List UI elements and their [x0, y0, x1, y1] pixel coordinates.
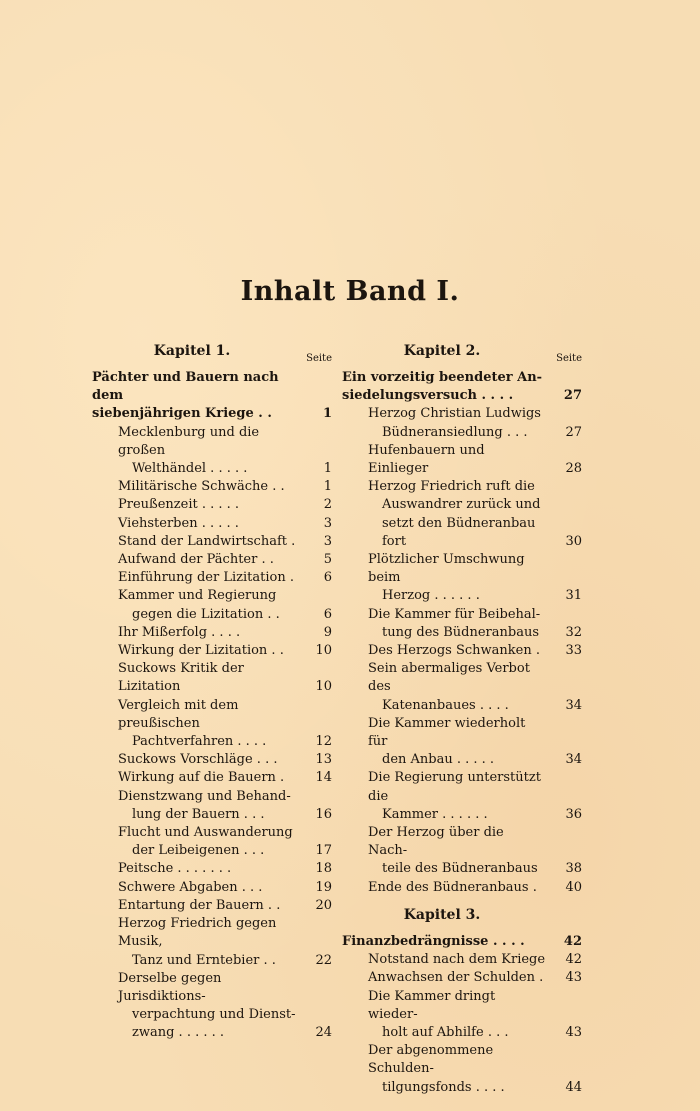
entry-line: siebenjährigen Kriege . . [92, 406, 272, 422]
page-number: 33 [565, 643, 582, 659]
entry-line: setzt den Büdneranbau fort [382, 515, 536, 549]
chapter-title: Kapitel 3. [403, 906, 481, 923]
toc-entry [92, 424, 332, 479]
entry-line: Ihr Mißerfolg . . . . [118, 624, 241, 640]
toc-entry [342, 1042, 582, 1097]
entry-line: Kammer . . . . . . [382, 806, 488, 822]
chapter-heading [342, 907, 582, 933]
entry-line: Ende des Büdneranbaus . [368, 879, 537, 895]
entry-text [342, 879, 552, 897]
page-number: 24 [315, 1025, 332, 1041]
entry-line: Notstand nach dem Kriege [368, 952, 546, 968]
entry-line: Wirkung der Lizitation . . [118, 643, 284, 659]
page-number: 13 [315, 752, 332, 768]
entry-line: Der abgenommene Schulden- [368, 1043, 494, 1077]
toc-entry [92, 642, 332, 660]
section-entry [92, 369, 332, 424]
toc-entry [92, 697, 332, 752]
entry-line: Tanz und Erntebier . . [132, 952, 276, 968]
entry-line: Preußenzeit . . . . . [118, 497, 240, 513]
page-number: 36 [565, 806, 582, 822]
page-title: Inhalt Band I. [240, 276, 460, 307]
entry-line: Ein vorzeitig beendeter An- [342, 370, 543, 385]
page-number: 27 [563, 388, 582, 404]
entry-text [92, 897, 302, 915]
page-column-label: Seite [556, 353, 582, 364]
entry-text [342, 642, 552, 660]
page-number: 44 [565, 1079, 582, 1095]
entry-text [92, 587, 302, 623]
entry-text [92, 751, 302, 769]
page-number: 3 [323, 515, 332, 531]
page-number: 43 [565, 970, 582, 986]
entry-line: den Anbau . . . . . [382, 752, 495, 768]
entry-text [92, 533, 302, 551]
entry-line: Der Herzog über die Nach- [368, 825, 504, 859]
entry-line: tung des Büdneranbaus [382, 624, 540, 640]
page-number: 9 [323, 624, 332, 640]
entry-text [342, 933, 552, 951]
entry-text [342, 969, 552, 987]
page-number: 10 [315, 679, 332, 695]
toc-entry [92, 751, 332, 769]
entry-line: Die Regierung unterstützt die [368, 770, 541, 804]
entry-line: Katenanbaues . . . . [382, 697, 509, 713]
entry-line: Die Kammer dringt wieder- [368, 988, 496, 1022]
entry-text [342, 824, 552, 879]
page-number: 31 [565, 588, 582, 604]
entry-line: Mecklenburg und die großen [118, 424, 260, 458]
entry-line: Viehsterben . . . . . [118, 515, 239, 531]
toc-entry [92, 788, 332, 824]
page-number: 40 [565, 879, 582, 895]
entry-line: Wirkung auf die Bauern . [118, 770, 285, 786]
page-number: 38 [565, 861, 582, 877]
entry-text [92, 478, 302, 496]
page-number: 16 [315, 806, 332, 822]
toc-entry [92, 970, 332, 1043]
entry-line: der Leibeigenen . . . [132, 843, 265, 859]
entry-text [342, 1042, 552, 1097]
entry-line: Vergleich mit dem preußischen [118, 697, 239, 731]
page-number: 2 [323, 497, 332, 513]
entry-line: Pächter und Bauern nach dem [92, 370, 279, 404]
section-entry [342, 933, 582, 951]
entry-text [92, 769, 302, 787]
entry-text [92, 624, 302, 642]
toc-column-right [342, 343, 582, 1097]
entry-line: verpachtung und Dienst- [132, 1007, 296, 1023]
entry-text [92, 551, 302, 569]
toc-entry [92, 515, 332, 533]
spacer [342, 897, 582, 907]
page-number: 20 [315, 897, 332, 913]
entry-line: Auswandrer zurück und [382, 497, 541, 513]
toc-entry [342, 442, 582, 478]
page-number: 28 [565, 461, 582, 477]
entry-text [342, 551, 552, 606]
entry-line: Die Kammer wiederholt für [368, 715, 526, 750]
section-entry [342, 369, 582, 405]
entry-text [92, 369, 302, 424]
entry-text [342, 951, 552, 969]
page-number: 6 [323, 606, 332, 622]
entry-line: Entartung der Bauern . . [118, 897, 281, 913]
entry-line: Herzog Christian Ludwigs [368, 406, 541, 422]
entry-text [342, 442, 552, 478]
toc-entry [92, 624, 332, 642]
toc-entry [342, 715, 582, 770]
toc-entry [92, 769, 332, 787]
entry-line: zwang . . . . . . [132, 1025, 225, 1041]
toc-entry [342, 879, 582, 897]
toc-entry [92, 915, 332, 970]
entry-line: Hufenbauern und Einlieger [368, 442, 485, 477]
entry-line: Plötzlicher Umschwung beim [368, 552, 525, 586]
entry-line: teile des Büdneranbaus [382, 861, 538, 877]
toc-entry [342, 969, 582, 987]
entry-line: Militärische Schwäche . . [118, 479, 285, 495]
page-number: 3 [323, 533, 332, 549]
entry-text [342, 988, 552, 1043]
entry-line: Peitsche . . . . . . . [118, 861, 232, 877]
entry-line: holt auf Abhilfe . . . [382, 1024, 509, 1040]
toc-entry [92, 551, 332, 569]
entry-line: Des Herzogs Schwanken . [368, 643, 540, 659]
entry-line: Suckows Vorschläge . . . [118, 752, 278, 768]
toc-entry [92, 587, 332, 623]
toc-entry [342, 824, 582, 879]
toc-entry [92, 496, 332, 514]
toc-entry [342, 660, 582, 715]
entry-line: Flucht und Auswanderung [118, 825, 293, 841]
entry-text [92, 660, 302, 696]
page-number: 27 [565, 424, 582, 440]
entry-text [92, 424, 302, 479]
toc-entry [342, 478, 582, 551]
entry-line: Finanzbedrängnisse . . . . [342, 933, 525, 949]
page-number: 22 [315, 952, 332, 968]
page-number: 17 [315, 843, 332, 859]
entry-text [92, 496, 302, 514]
entry-text [92, 915, 302, 970]
toc-entry [342, 951, 582, 969]
entry-line: Herzog Friedrich ruft die [368, 479, 535, 495]
entry-text [92, 860, 302, 878]
entry-text [92, 515, 302, 533]
entry-text [92, 788, 302, 824]
toc-entry [342, 769, 582, 824]
entry-text [342, 478, 552, 551]
page-number: 34 [565, 697, 582, 713]
chapter-title: Kapitel 2. [403, 343, 481, 359]
toc-column-left [92, 343, 332, 1043]
entry-line: Kammer und Regierung [118, 588, 277, 604]
toc-entry [92, 660, 332, 696]
toc-entry [342, 551, 582, 606]
toc-entry [92, 533, 332, 551]
page-number: 19 [315, 879, 332, 895]
toc-entry [342, 606, 582, 642]
entry-line: Aufwand der Pächter . . [118, 552, 274, 568]
entry-text [92, 824, 302, 860]
toc-entry [92, 569, 332, 587]
toc-entry [342, 988, 582, 1043]
entry-text [342, 369, 552, 405]
page-number: 6 [323, 570, 332, 586]
page-number: 18 [315, 861, 332, 877]
page-number: 1 [323, 479, 332, 495]
toc-entry [92, 824, 332, 860]
entry-text [92, 569, 302, 587]
chapter-heading [92, 343, 332, 369]
entry-line: Die Kammer für Beibehal- [368, 606, 541, 622]
entry-line: Dienstzwang und Behand- [118, 788, 291, 804]
toc-entry [342, 405, 582, 441]
toc-entry [92, 860, 332, 878]
entry-text [342, 660, 552, 715]
entry-line: Einführung der Lizitation . [118, 570, 294, 586]
page-number: 43 [565, 1024, 582, 1040]
entry-line: Herzog Friedrich gegen Musik, [118, 916, 277, 950]
entry-line: Herzog . . . . . . [382, 588, 480, 604]
entry-line: lung der Bauern . . . [132, 806, 265, 822]
toc-entry [342, 642, 582, 660]
entry-text [342, 606, 552, 642]
page-number: 5 [323, 552, 332, 568]
entry-line: Welthändel . . . . . [132, 461, 248, 477]
page-number: 42 [565, 952, 582, 968]
entry-line: Sein abermaliges Verbot des [368, 661, 530, 695]
entry-text [342, 405, 552, 441]
entry-line: Anwachsen der Schulden . [368, 970, 544, 986]
toc-entry [92, 478, 332, 496]
entry-line: Pachtverfahren . . . . [132, 734, 267, 750]
entry-line: Stand der Landwirtschaft . [118, 533, 296, 549]
page-number: 12 [315, 734, 332, 750]
page-number: 10 [315, 643, 332, 659]
entry-line: tilgungsfonds . . . . [382, 1079, 505, 1095]
page-number: 42 [563, 933, 582, 949]
entry-line: gegen die Lizitation . . [132, 606, 280, 622]
page-number: 32 [565, 624, 582, 640]
toc-entry [92, 879, 332, 897]
chapter-title: Kapitel 1. [153, 343, 231, 359]
page-number: 1 [322, 406, 332, 422]
page-number: 1 [323, 461, 332, 477]
toc-entry [92, 897, 332, 915]
entry-text [342, 769, 552, 824]
entry-text [342, 715, 552, 770]
entry-line: Suckows Kritik der Lizitation [118, 661, 244, 695]
entry-line: Büdneransiedlung . . . [382, 424, 528, 440]
page-column-label: Seite [306, 353, 332, 364]
entry-line: Derselbe gegen Jurisdiktions- [118, 970, 222, 1004]
entry-text [92, 697, 302, 752]
entry-text [92, 642, 302, 660]
entry-line: siedelungsversuch . . . . [342, 388, 514, 404]
page-number: 14 [315, 770, 332, 786]
chapter-heading [342, 343, 582, 369]
entry-text [92, 879, 302, 897]
entry-line: Schwere Abgaben . . . [118, 879, 263, 895]
page-number: 30 [565, 533, 582, 549]
entry-text [92, 970, 302, 1043]
page-number: 34 [565, 752, 582, 768]
